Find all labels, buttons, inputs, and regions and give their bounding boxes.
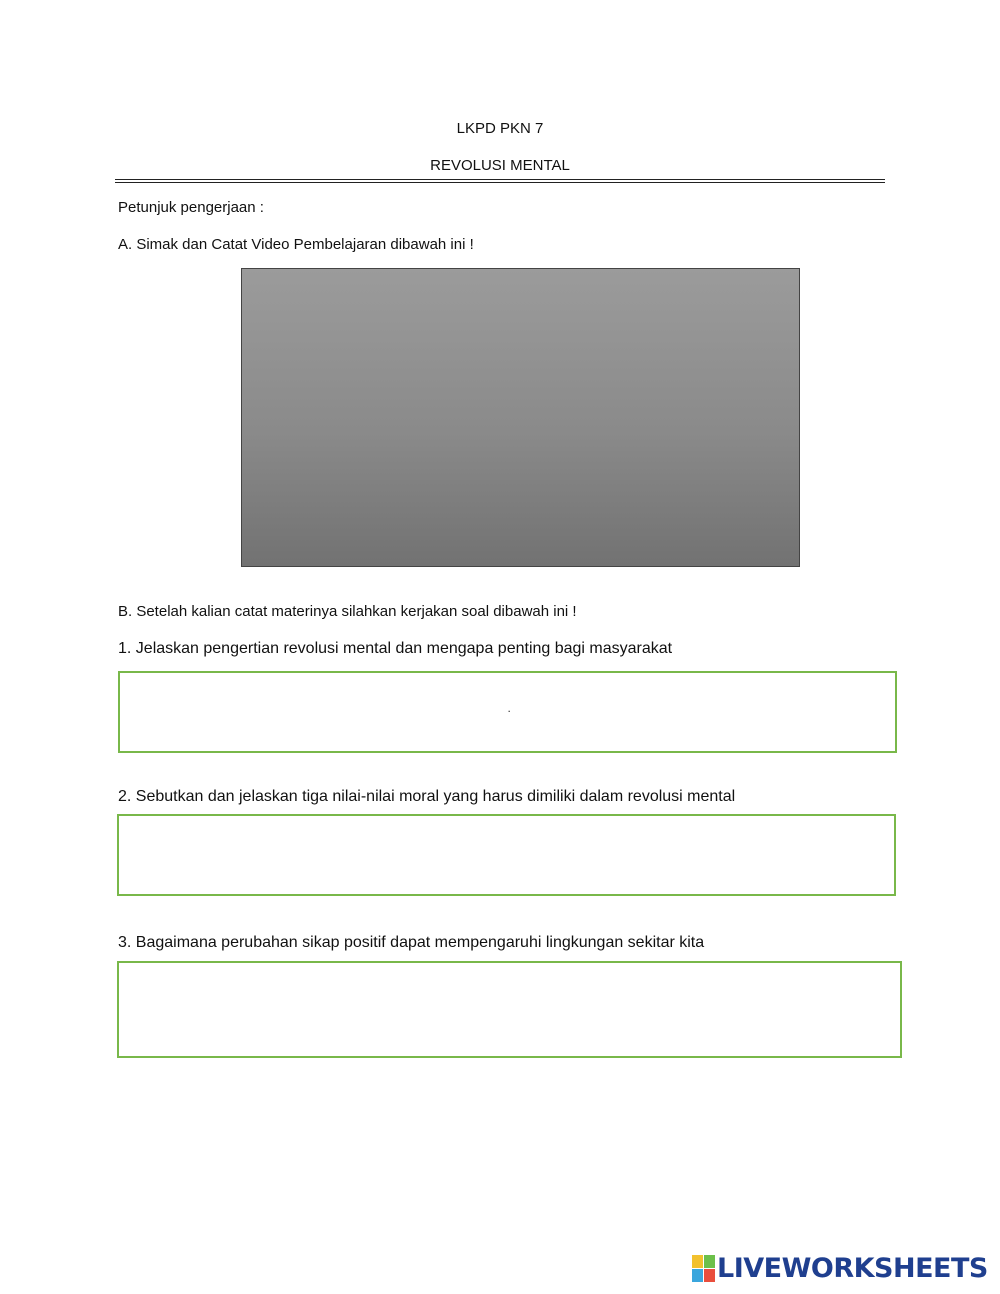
- answer-box-2[interactable]: [117, 814, 896, 896]
- answer-box-1[interactable]: [118, 671, 897, 753]
- worksheet-title: LKPD PKN 7: [456, 120, 544, 137]
- header-divider-top: [115, 179, 885, 180]
- video-player[interactable]: [241, 268, 800, 567]
- section-a-heading: A. Simak dan Catat Video Pembelajaran dibawah ini !: [118, 236, 474, 253]
- worksheet-subtitle: REVOLUSI MENTAL: [430, 157, 570, 174]
- answer-1-value: .: [507, 701, 511, 715]
- section-b-heading: B. Setelah kalian catat materinya silahkan kerjakan soal dibawah ini !: [118, 603, 577, 620]
- question-2-text: 2. Sebutkan dan jelaskan tiga nilai-nilai moral yang harus dimiliki dalam revolusi mental: [118, 788, 736, 805]
- answer-box-3[interactable]: [117, 961, 902, 1058]
- liveworksheets-logo[interactable]: [692, 1253, 988, 1283]
- question-3-text: 3. Bagaimana perubahan sikap positif dapat mempengaruhi lingkungan sekitar kita: [118, 934, 705, 951]
- instructions-label: Petunjuk pengerjaan :: [118, 199, 264, 216]
- header-divider-bottom: [115, 182, 885, 183]
- question-1-text: 1. Jelaskan pengertian revolusi mental dan mengapa penting bagi masyarakat: [118, 640, 673, 657]
- liveworksheets-icon: [692, 1255, 714, 1281]
- liveworksheets-wordmark: LIVEWORKSHEETS: [717, 1252, 988, 1284]
